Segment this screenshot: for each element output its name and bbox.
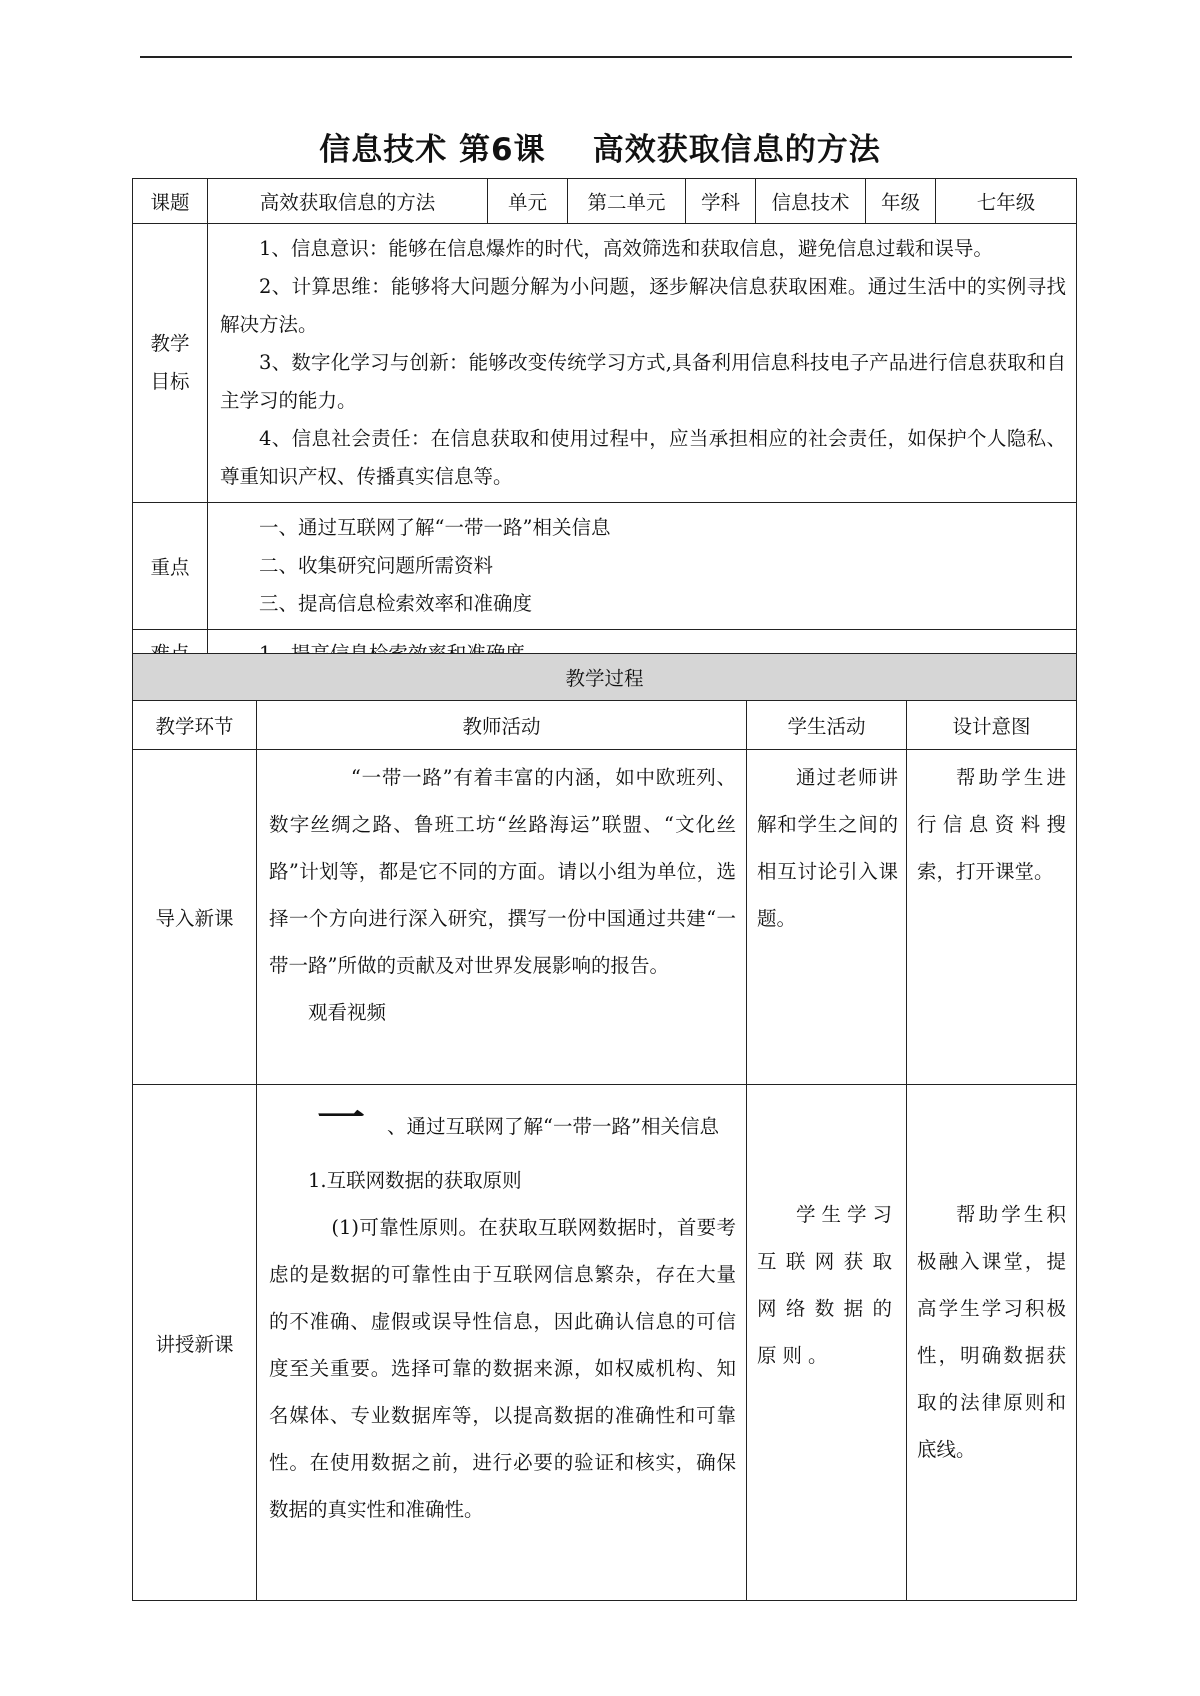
objective-item: 4、信息社会责任：在信息获取和使用过程中，应当承担相应的社会责任，如保护个人隐私、尊重知识产权、传播真实信息等。 (220, 427, 1066, 488)
grade-value: 七年级 (936, 179, 1077, 224)
key-points-list (208, 503, 1077, 630)
key-points-row (133, 503, 1077, 630)
objective-item: 2、计算思维：能够将大问题分解为小问题，逐步解决信息获取困难。通过生活中的实例寻找解决方法。 (220, 275, 1066, 336)
subject-label: 学科 (686, 179, 756, 224)
objectives-list (208, 224, 1077, 503)
section-heading: 一 、通过互联网了解“一带一路”相关信息 (317, 1094, 719, 1141)
unit-value: 第二单元 (568, 179, 686, 224)
teacher-body: (1)可靠性原则。在获取互联网数据时，首要考虑的是数据的可靠性由于互联网信息繁杂，存在大量的不准确、虚假或误导性信息，因此确认信息的可信度至关重要。选择可靠的数据来源，如权威机构、知名媒体、专业数据库等，以提高数据的准确性和可靠性。在使用数据之前，进行必要的验证和核实，确保数据的真实性和准确性。 (269, 1216, 736, 1521)
student-activity: 通过老师讲解和学生之间的相互讨论引入课题。 (747, 750, 907, 1085)
header-rule (140, 56, 1072, 58)
course-label: 课题 (133, 179, 208, 224)
header-student: 学生活动 (747, 701, 907, 750)
objectives-row (133, 224, 1077, 503)
teacher-activity: “一带一路”有着丰富的内涵，如中欧班列、数字丝绸之路、鲁班工坊“丝路海运”联盟、“文化丝路”计划等，都是它不同的方面。请以小组为单位，选择一个方向进行深入研究，撰写一份中国通过共建“一带一路”所做的贡献及对世界发展影响的报告。 观看视频 (257, 750, 747, 1085)
course-value: 高效获取信息的方法 (208, 179, 488, 224)
lesson-info-table (132, 178, 1077, 675)
process-header-row (133, 701, 1077, 750)
page-title (0, 124, 1200, 169)
objective-item: 3、数字化学习与创新：能够改变传统学习方式,具备利用信息科技电子产品进行信息获取和自主学习的能力。 (220, 351, 1066, 412)
key-point-item: 三、提高信息检索效率和准确度 (259, 592, 533, 615)
process-row-intro (133, 750, 1077, 1085)
title-left: 信息技术 第6课 (319, 132, 546, 168)
key-point-item: 一、通过互联网了解“一带一路”相关信息 (259, 516, 611, 539)
unit-label: 单元 (488, 179, 568, 224)
objective-item: 1、信息意识：能够在信息爆炸的时代，高效筛选和获取信息，避免信息过载和误导。 (259, 237, 993, 260)
section-number: 一 (317, 1094, 365, 1141)
objectives-label: 教学 目标 (133, 224, 208, 503)
student-activity: 学生学习互联网获取网络数据的原则。 (747, 1085, 907, 1601)
key-points-label: 重点 (133, 503, 208, 630)
header-stage: 教学环节 (133, 701, 257, 750)
process-banner: 教学过程 (133, 654, 1077, 701)
info-row (133, 179, 1077, 224)
header-intent: 设计意图 (907, 701, 1077, 750)
grade-label: 年级 (866, 179, 936, 224)
title-right: 高效获取信息的方法 (592, 132, 881, 168)
design-intent: 帮助学生积极融入课堂，提高学生学习积极性，明确数据获取的法律原则和底线。 (907, 1085, 1077, 1601)
header-teacher: 教师活动 (257, 701, 747, 750)
design-intent: 帮助学生进行信息资料搜索，打开课堂。 (907, 750, 1077, 1085)
stage-cell: 讲授新课 (133, 1085, 257, 1601)
teacher-sub-heading: 1.互联网数据的获取原则 (308, 1169, 522, 1192)
subject-value: 信息技术 (756, 179, 866, 224)
process-row-new-lesson (133, 1085, 1077, 1601)
stage-cell: 导入新课 (133, 750, 257, 1085)
key-point-item: 二、收集研究问题所需资料 (259, 554, 494, 577)
teaching-process-table (132, 653, 1077, 1601)
process-banner-row (133, 654, 1077, 701)
teacher-activity (257, 1085, 747, 1601)
